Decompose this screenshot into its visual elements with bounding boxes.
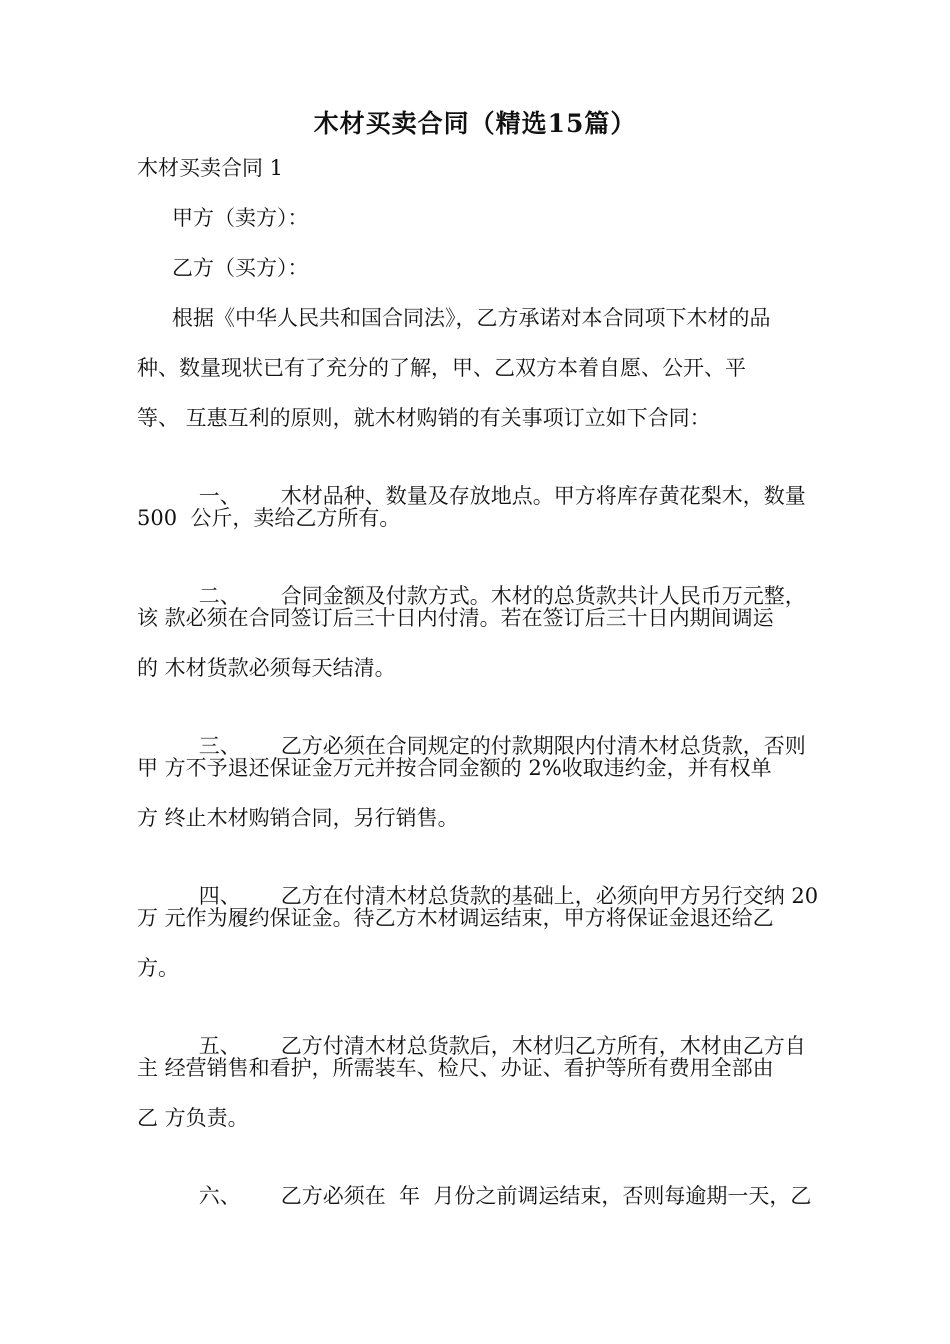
- intro-line-3: 等、 互惠互利的原则，就木材购销的有关事项订立如下合同：: [137, 406, 711, 430]
- party-a-line: 甲方（卖方）：: [172, 206, 309, 230]
- intro-line-1: 根据《中华人民共和国合同法》，乙方承诺对本合同项下木材的品: [172, 306, 771, 330]
- document-title: 木材买卖合同（精选15篇）: [313, 109, 637, 138]
- clause-4-line-2: 万 元作为履约保证金。待乙方木材调运结束，甲方将保证金退还给乙: [137, 906, 774, 930]
- contract-heading: 木材买卖合同 1: [137, 156, 284, 180]
- clause-4-line-3: 方。: [137, 956, 179, 980]
- clause-5-line-3: 乙 方负责。: [137, 1106, 249, 1130]
- clause-5-line-2: 主 经营销售和看护，所需装车、检尺、办证、看护等所有费用全部由: [137, 1056, 774, 1080]
- clause-4-text: 乙方在付清木材总货款的基础上，必须向甲方另行交纳 20: [280, 884, 819, 908]
- clause-6-number: 六、: [198, 1184, 241, 1208]
- clause-6-first-line: [172, 1154, 811, 1238]
- clause-6-text: 乙方必须在 年 月份之前调运结束，否则每逾期一天，乙: [280, 1184, 812, 1208]
- clause-5-number: 五、: [198, 1034, 241, 1058]
- clause-3-text: 乙方必须在合同规定的付款期限内付清木材总货款，否则: [280, 734, 806, 758]
- intro-line-2: 种、数量现状已有了充分的了解，甲、乙双方本着自愿、公开、平: [137, 356, 746, 380]
- clause-2-line-3: 的 木材货款必须每天结清。: [137, 656, 396, 680]
- clause-2-text: 合同金额及付款方式。木材的总货款共计人民币万元整，: [280, 584, 806, 608]
- clause-1-number: 一、: [198, 484, 241, 508]
- clause-4-number: 四、: [198, 884, 241, 908]
- clause-3-number: 三、: [198, 734, 241, 758]
- clause-1-text: 木材品种、数量及存放地点。甲方将库存黄花梨木，数量: [280, 484, 806, 508]
- clause-1-line-2: 500 公斤，卖给乙方所有。: [137, 506, 401, 530]
- clause-3-line-3: 方 终止木材购销合同，另行销售。: [137, 806, 459, 830]
- clause-2-number: 二、: [198, 584, 241, 608]
- clause-5-text: 乙方付清木材总货款后，木材归乙方所有，木材由乙方自: [280, 1034, 806, 1058]
- clause-3-line-2: 甲 方不予退还保证金万元并按合同金额的 2%收取违约金，并有权单: [137, 756, 772, 780]
- clause-2-line-2: 该 款必须在合同签订后三十日内付清。若在签订后三十日内期间调运: [137, 606, 774, 630]
- party-b-line: 乙方（买方）：: [172, 256, 309, 280]
